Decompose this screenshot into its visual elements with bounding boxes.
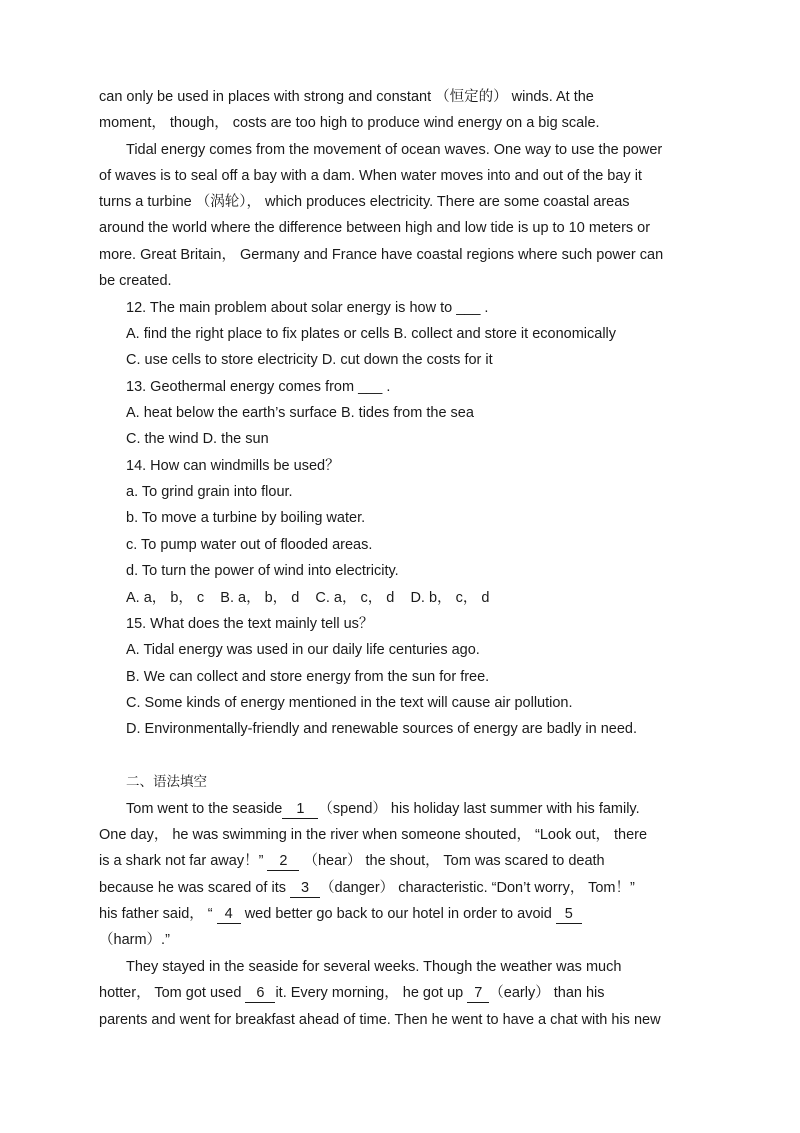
q15-option-a: A. Tidal energy was used in our daily life centuries ago. bbox=[126, 642, 480, 658]
q12-options-cd: C. use cells to store electricity D. cut down the costs for it bbox=[126, 352, 493, 368]
grammar-para2-line-1: They stayed in the seaside for several weeks. Though the weather was much bbox=[126, 959, 622, 975]
q14-stem: 14. How can windmills be used？ bbox=[126, 458, 340, 474]
q15-option-d: D. Environmentally-friendly and renewable sources of energy are badly in need. bbox=[126, 721, 638, 737]
passage-line-8: be created. bbox=[99, 273, 172, 289]
blank-5: 5 bbox=[556, 906, 582, 924]
q12-stem: 12. The main problem about solar energy is how to ___ . bbox=[126, 300, 489, 316]
text-segment: （early） than his bbox=[489, 985, 605, 1001]
q12-options-ab: A. find the right place to fix plates or cells B. collect and store it economically bbox=[126, 326, 617, 342]
grammar-line-3 bbox=[99, 851, 605, 871]
q13-options-cd: C. the wind D. the sun bbox=[126, 431, 269, 447]
passage-line-7: more. Great Britain， Germany and France have coastal regions where such power can bbox=[99, 247, 664, 263]
q13-options-ab: A. heat below the earth’s surface B. tides from the sea bbox=[126, 405, 474, 421]
blank-4: 4 bbox=[217, 906, 241, 924]
grammar-line-5 bbox=[99, 904, 582, 924]
blank-7: 7 bbox=[467, 985, 489, 1003]
text-segment: his father said， “ bbox=[99, 906, 217, 922]
q14-choices: A. a， b， c B. a， b， d C. a， c， d D. b， c， d bbox=[126, 590, 490, 606]
grammar-para2-line-3: parents and went for breakfast ahead of time. Then he went to have a chat with his new bbox=[99, 1012, 661, 1028]
text-segment: （danger） characteristic. “Don’t worry， Tom！” bbox=[320, 880, 635, 896]
q14-item-a: a. To grind grain into flour. bbox=[126, 484, 293, 500]
grammar-line-1 bbox=[126, 799, 640, 819]
q14-item-d: d. To turn the power of wind into electricity. bbox=[126, 563, 399, 579]
q15-stem: 15. What does the text mainly tell us？ bbox=[126, 616, 374, 632]
q14-item-b: b. To move a turbine by boiling water. bbox=[126, 510, 366, 526]
grammar-line-2: One day， he was swimming in the river when someone shouted， “Look out， there bbox=[99, 827, 648, 843]
grammar-para2-line-2 bbox=[99, 983, 605, 1003]
blank-6: 6 bbox=[245, 985, 275, 1003]
q13-stem: 13. Geothermal energy comes from ___ . bbox=[126, 379, 391, 395]
text-segment: is a shark not far away！” bbox=[99, 853, 268, 869]
text-segment: hotter， Tom got used bbox=[99, 985, 246, 1001]
passage-line-3: Tidal energy comes from the movement of ocean waves. One way to use the power bbox=[126, 142, 663, 158]
passage-line-4: of waves is to seal off a bay with a dam. When water moves into and out of the bay it bbox=[99, 168, 642, 184]
grammar-line-6: （harm）.” bbox=[99, 932, 170, 948]
text-segment: it. Every morning， he got up bbox=[275, 985, 468, 1001]
grammar-heading: 二、语法填空 bbox=[126, 774, 207, 790]
grammar-line-4 bbox=[99, 878, 635, 898]
q14-item-c: c. To pump water out of flooded areas. bbox=[126, 537, 373, 553]
q15-option-c: C. Some kinds of energy mentioned in the text will cause air pollution. bbox=[126, 695, 573, 711]
passage-line-2: moment， though， costs are too high to produce wind energy on a big scale. bbox=[99, 115, 600, 131]
text-segment: because he was scared of its bbox=[99, 880, 291, 896]
text-segment: wed better go back to our hotel in order to avoid bbox=[240, 906, 556, 922]
q15-option-b: B. We can collect and store energy from the sun for free. bbox=[126, 669, 490, 685]
text-segment: Tom went to the seaside bbox=[126, 801, 283, 817]
passage-line-5: turns a turbine （涡轮）， which produces electricity. There are some coastal areas bbox=[99, 194, 630, 210]
blank-3: 3 bbox=[290, 880, 320, 898]
blank-2: 2 bbox=[267, 853, 299, 871]
text-segment: （hear） the shout， Tom was scared to death bbox=[299, 853, 605, 869]
text-segment: （spend） his holiday last summer with his family. bbox=[318, 801, 640, 817]
passage-line-6: around the world where the difference between high and low tide is up to 10 meters or bbox=[99, 220, 651, 236]
passage-line-1: can only be used in places with strong and constant （恒定的） winds. At the bbox=[99, 89, 594, 105]
blank-1: 1 bbox=[282, 801, 318, 819]
